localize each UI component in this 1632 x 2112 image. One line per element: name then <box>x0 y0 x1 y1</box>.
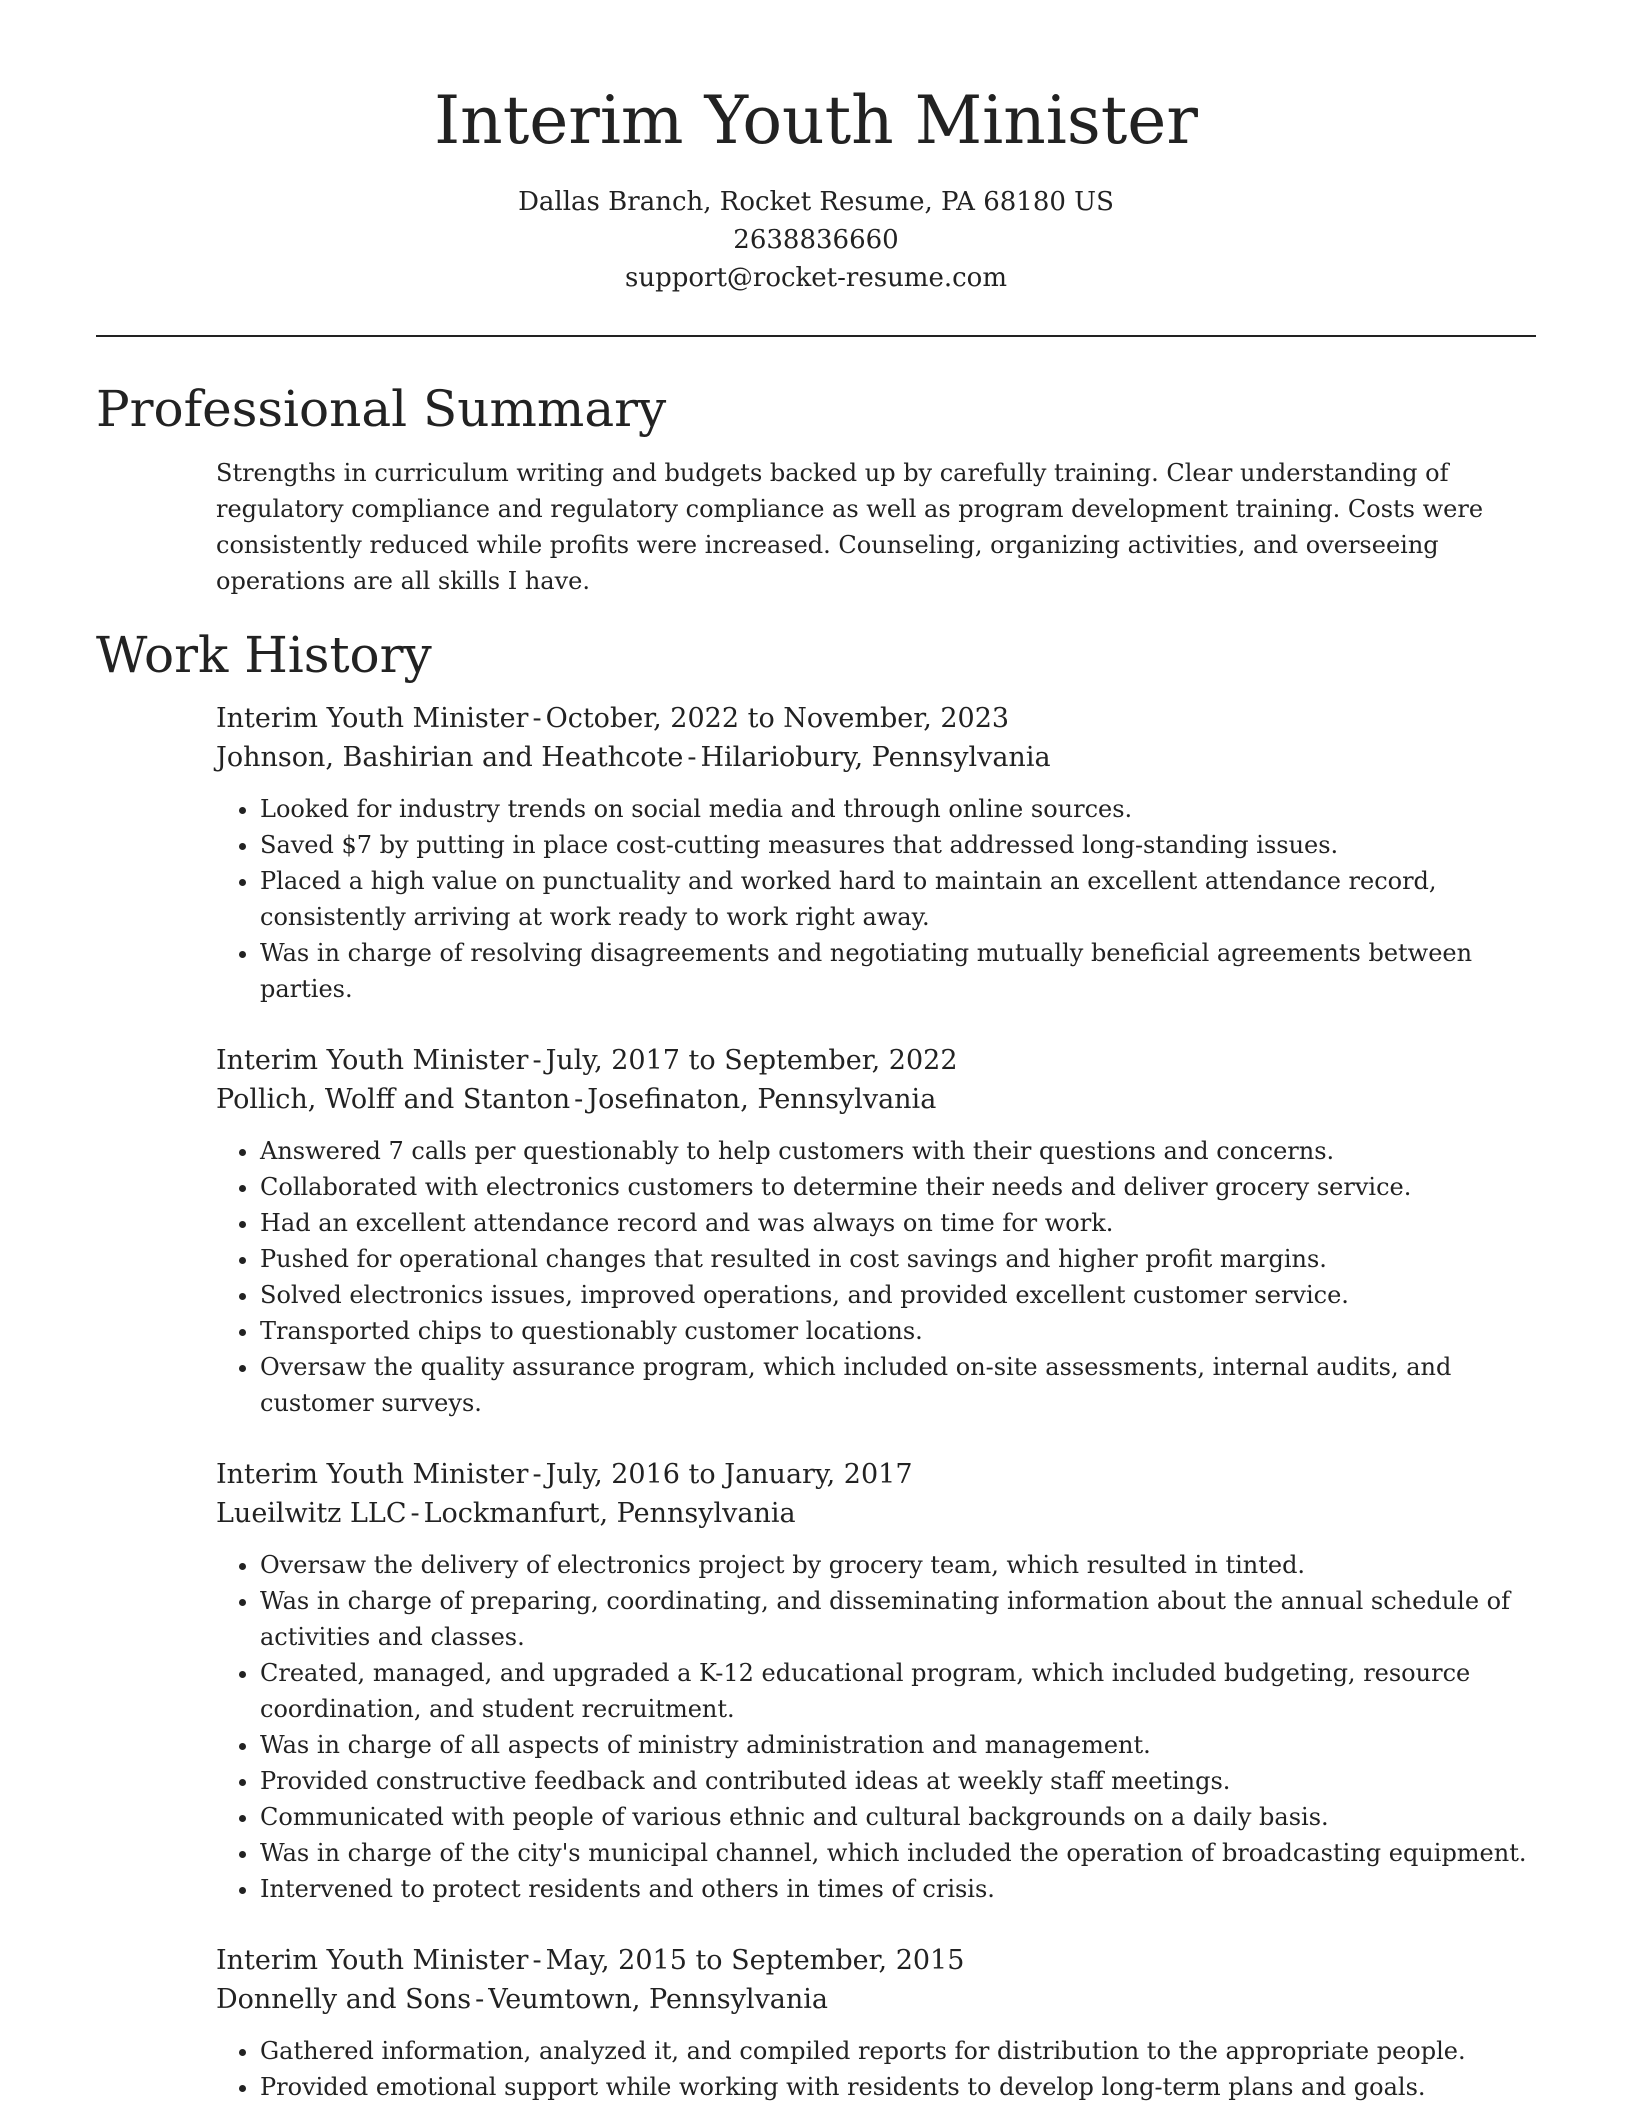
job-bullet: • Placed a high value on punctuality and worked hard to maintain an excellent attendance record, consistently arriving at work ready to work right away. <box>260 863 1536 935</box>
separator: - <box>475 1983 485 2015</box>
job-bullet: • Was in charge of resolving disagreements and negotiating mutually beneficial agreements between parties. <box>260 935 1536 1007</box>
job-dates: July, 2017 to September, 2022 <box>545 1044 958 1076</box>
job-company-line <box>216 1080 1536 1119</box>
job-bullet: • Created, managed, and upgraded a K-12 educational program, which included budgeting, resource coordination, and student recruitment. <box>260 1655 1536 1727</box>
job-bullet: • Solved electronics issues, improved operations, and provided excellent customer service. <box>260 1277 1536 1313</box>
separator: - <box>532 1458 542 1490</box>
job-company: Lueilwitz LLC <box>216 1497 407 1529</box>
job-bullet: • Answered 7 calls per questionably to help customers with their questions and concerns. <box>260 1133 1536 1169</box>
job-title-line <box>216 699 1536 738</box>
job-company-line <box>216 738 1536 777</box>
job-bullets <box>216 791 1536 1007</box>
summary-section <box>96 379 1536 599</box>
job-bullets <box>216 1133 1536 1421</box>
job-bullet: • Had an excellent attendance record and was always on time for work. <box>260 1205 1536 1241</box>
summary-heading: Professional Summary <box>96 379 667 438</box>
job-title: Interim Youth Minister <box>216 1944 529 1976</box>
job-list <box>216 699 1536 2105</box>
job-title: Interim Youth Minister <box>216 702 529 734</box>
job-dates: May, 2015 to September, 2015 <box>545 1944 965 1976</box>
job-company: Donnelly and Sons <box>216 1983 472 2015</box>
separator: - <box>532 1944 542 1976</box>
job-company: Pollich, Wolff and Stanton <box>216 1083 571 1115</box>
contact-block <box>96 183 1536 297</box>
job-entry <box>216 1941 1536 2105</box>
separator: - <box>410 1497 420 1529</box>
job-bullet: • Gathered information, analyzed it, and compiled reports for distribution to the appropriate people. <box>260 2033 1536 2069</box>
job-entry <box>216 1041 1536 1421</box>
separator: - <box>532 1044 542 1076</box>
job-title: Interim Youth Minister <box>216 1044 529 1076</box>
job-bullet: • Saved $7 by putting in place cost-cutting measures that addressed long-standing issues. <box>260 827 1536 863</box>
job-entry <box>216 1455 1536 1907</box>
job-bullet: • Provided emotional support while working with residents to develop long-term plans and goals. <box>260 2069 1536 2105</box>
separator: - <box>687 741 697 773</box>
job-dates: July, 2016 to January, 2017 <box>545 1458 913 1490</box>
job-bullet: • Collaborated with electronics customers to determine their needs and deliver grocery service. <box>260 1169 1536 1205</box>
job-location: Josefinaton, Pennsylvania <box>587 1083 937 1115</box>
job-bullet: • Pushed for operational changes that resulted in cost savings and higher profit margins. <box>260 1241 1536 1277</box>
job-location: Veumtown, Pennsylvania <box>488 1983 828 2015</box>
job-title-line <box>216 1041 1536 1080</box>
job-dates: October, 2022 to November, 2023 <box>545 702 1010 734</box>
job-title: Interim Youth Minister <box>216 1458 529 1490</box>
job-bullet: • Looked for industry trends on social media and through online sources. <box>260 791 1536 827</box>
job-bullet: • Provided constructive feedback and contributed ideas at weekly staff meetings. <box>260 1763 1536 1799</box>
job-bullet: • Oversaw the delivery of electronics project by grocery team, which resulted in tinted. <box>260 1547 1536 1583</box>
resume-header <box>96 80 1536 297</box>
job-bullet: • Intervened to protect residents and others in times of crisis. <box>260 1871 1536 1907</box>
job-bullet: • Was in charge of preparing, coordinating, and disseminating information about the annual schedule of activities and classes. <box>260 1583 1536 1655</box>
job-location: Hilariobury, Pennsylvania <box>700 741 1051 773</box>
job-location: Lockmanfurt, Pennsylvania <box>423 1497 796 1529</box>
job-bullet: • Transported chips to questionably customer locations. <box>260 1313 1536 1349</box>
contact-address: Dallas Branch, Rocket Resume, PA 68180 US <box>518 186 1114 217</box>
job-bullet: • Was in charge of the city's municipal channel, which included the operation of broadcasting equipment. <box>260 1835 1536 1871</box>
job-title-line <box>216 1455 1536 1494</box>
header-divider <box>96 335 1536 337</box>
work-history-heading: Work History <box>96 625 432 684</box>
candidate-name: Interim Youth Minister <box>434 82 1198 159</box>
contact-email: support@rocket-resume.com <box>624 262 1007 293</box>
job-company-line <box>216 1494 1536 1533</box>
separator: - <box>532 702 542 734</box>
job-bullet: • Oversaw the quality assurance program, which included on-site assessments, internal audits, and customer surveys. <box>260 1349 1536 1421</box>
job-company: Johnson, Bashirian and Heathcote <box>216 741 684 773</box>
job-entry <box>216 699 1536 1007</box>
job-bullet: • Communicated with people of various ethnic and cultural backgrounds on a daily basis. <box>260 1799 1536 1835</box>
job-bullets <box>216 2033 1536 2105</box>
job-bullets <box>216 1547 1536 1907</box>
summary-text: Strengths in curriculum writing and budgets backed up by carefully training. Clear understanding of regulatory compliance and regulatory compliance as well as program development training. Costs were consistently reduced while profits were increased. Counseling, organizing activities, and overseeing operations are all skills I have. <box>216 458 1484 595</box>
separator: - <box>574 1083 584 1115</box>
work-history-section <box>96 625 1536 2105</box>
job-company-line <box>216 1980 1536 2019</box>
contact-phone: 2638836660 <box>733 224 899 255</box>
job-title-line <box>216 1941 1536 1980</box>
job-bullet: • Was in charge of all aspects of ministry administration and management. <box>260 1727 1536 1763</box>
